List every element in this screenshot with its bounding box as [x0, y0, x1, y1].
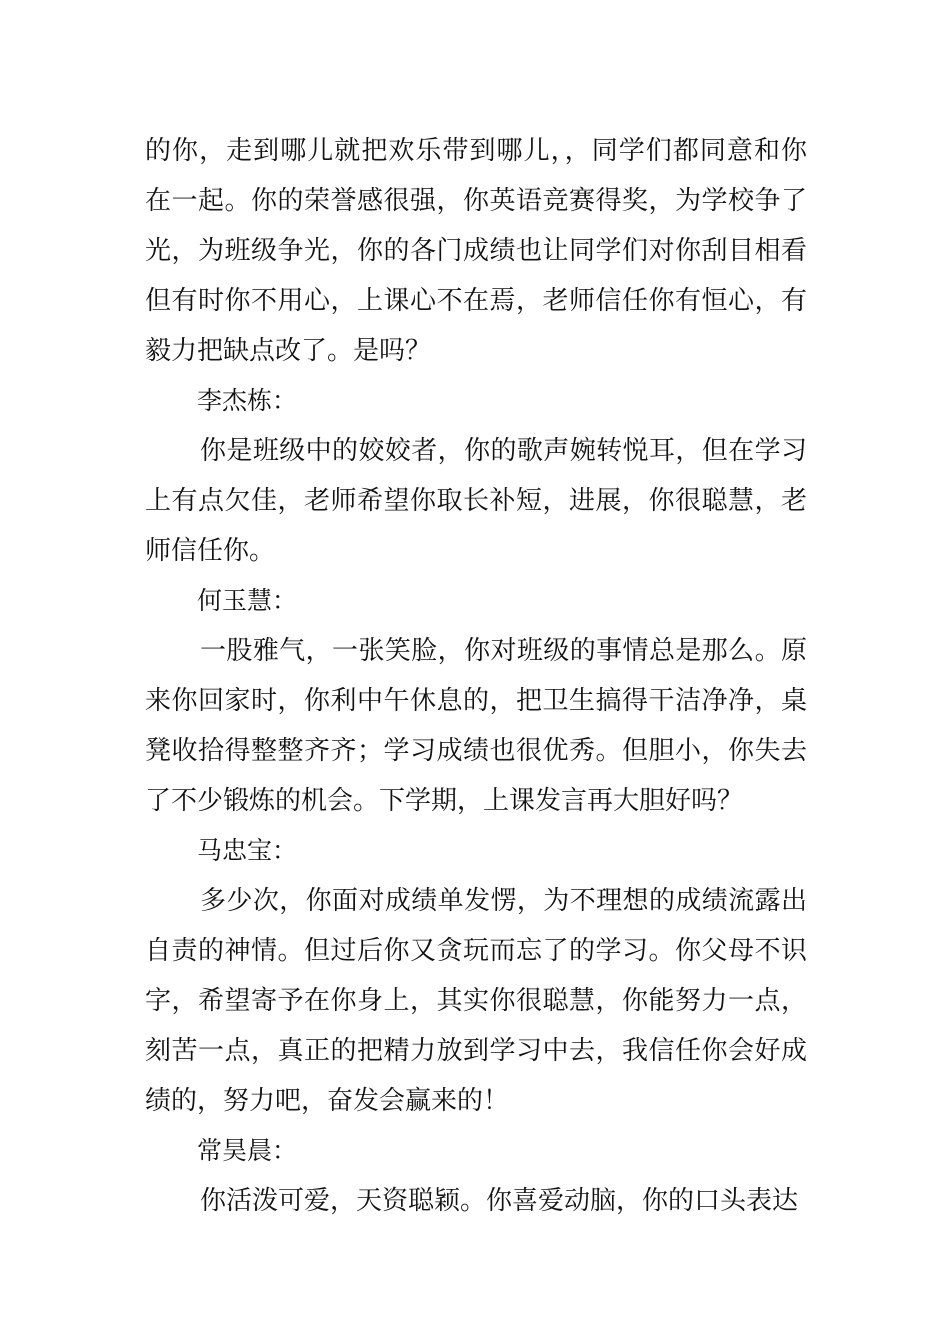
body-paragraph-3: 一股雅气，一张笑脸，你对班级的事情总是那么。原来你回家时，你利中午休息的，把卫生搞得干洁净净，桌凳收拾得整整齐齐；学习成绩也很优秀。但胆小，你失去了不少锻炼的机会。下学期，上课发言再大胆好吗？: [145, 636, 807, 816]
body-paragraph-1: 的你，走到哪儿就把欢乐带到哪儿，，同学们都同意和你在一起。你的荣誉感很强，你英语竞赛得奖，为学校争了光，为班级争光，你的各门成绩也让同学们对你刮目相看但有时你不用心，上课心不在焉，老师信任你有恒心，有毅力把缺点改了。是吗？: [145, 136, 807, 366]
body-paragraph-5: 你活泼可爱，天资聪颖。你喜爱动脑，你的口头表达: [200, 1186, 799, 1216]
body-paragraph-4: 多少次，你面对成绩单发愣，为不理想的成绩流露出自责的神情。但过后你又贪玩而忘了的学习。你父母不识字，希望寄予在你身上，其实你很聪慧，你能努力一点，刻苦一点，真正的把精力放到学习中去，我信任你会好成绩的，努力吧，奋发会赢来的！: [145, 886, 807, 1116]
student-name-he-yuhui: 何玉慧：: [197, 586, 298, 615]
document-body: [145, 126, 807, 1226]
student-name-ma-zhongbao: 马忠宝：: [197, 836, 298, 865]
body-paragraph-2: 你是班级中的姣姣者，你的歌声婉转悦耳，但在学习上有点欠佳，老师希望你取长补短，进展，你很聪慧，老师信任你。: [145, 436, 807, 566]
student-name-li-jiedong: 李杰栋：: [197, 386, 298, 415]
student-name-chang-haochen: 常昊晨：: [197, 1136, 298, 1165]
